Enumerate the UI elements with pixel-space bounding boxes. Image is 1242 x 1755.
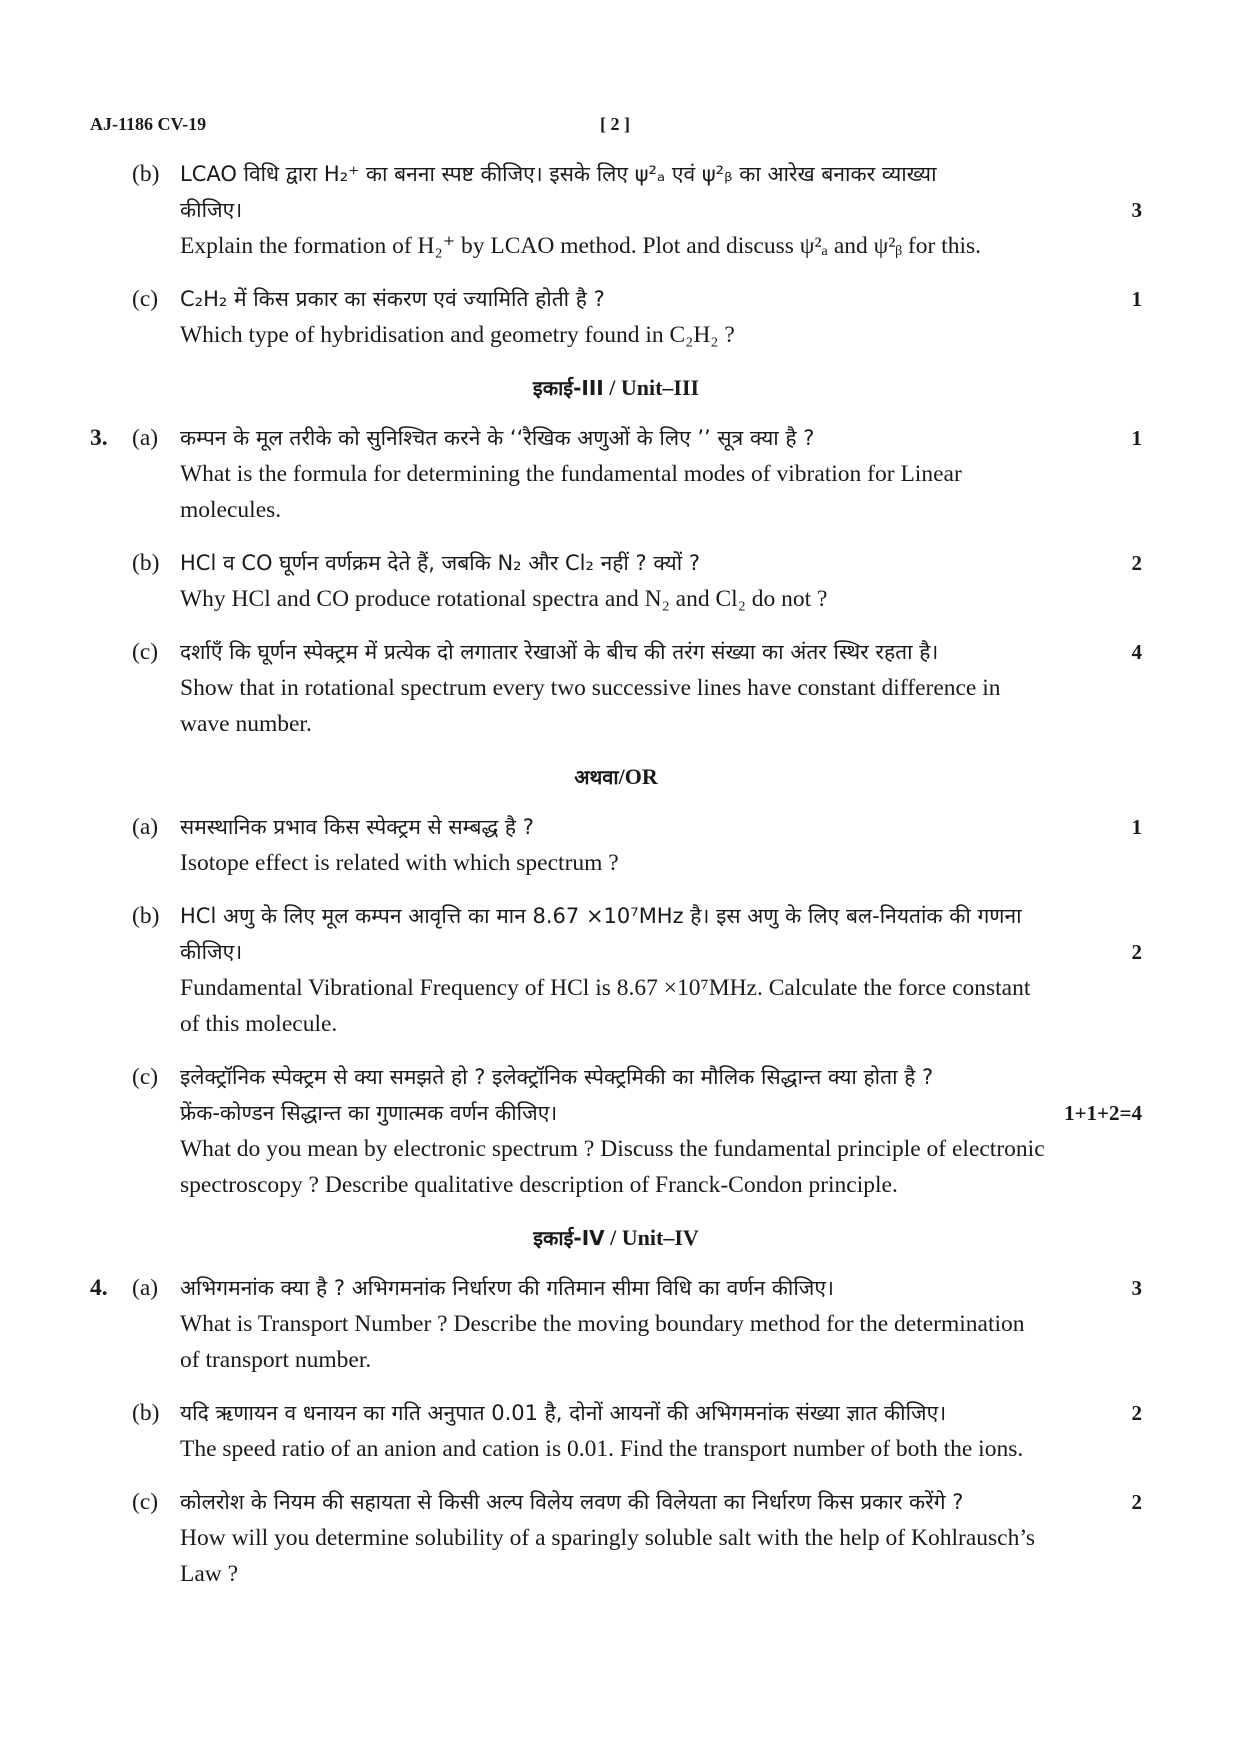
- marks: 2: [1131, 551, 1142, 575]
- question-content: [90, 156, 1142, 1609]
- question-2b: [90, 156, 1142, 264]
- marks: 1: [1131, 287, 1142, 311]
- question-4b: [90, 1395, 1142, 1467]
- question-label: (c): [132, 1064, 159, 1090]
- or-english: /OR: [618, 764, 658, 789]
- question-text-hindi: [90, 1484, 1142, 1520]
- or-hindi: अथवा: [574, 765, 619, 789]
- question-text-hindi: [90, 1059, 1142, 1095]
- question-3-or-a: [90, 809, 1142, 881]
- unit-3-heading: [90, 370, 1142, 406]
- question-number-label: [90, 1270, 159, 1306]
- question-text-hindi: [90, 898, 1142, 934]
- question-number-label: [90, 420, 159, 456]
- hindi-line-2: फ्रेंक-कोण्डन सिद्धान्त का गुणात्मक वर्णन कीजिए।: [180, 1101, 558, 1125]
- question-3b: [90, 545, 1142, 617]
- question-2c: [90, 281, 1142, 353]
- hindi-line: C₂H₂ में किस प्रकार का संकरण एवं ज्यामिति होती है ?: [180, 287, 605, 311]
- question-text-english: Fundamental Vibrational Frequency of HCl is 8.67 ×10⁷MHz. Calculate the force constant: [180, 975, 1031, 1001]
- question-text-english: Show that in rotational spectrum every two successive lines have constant difference in: [180, 675, 1001, 701]
- question-text-hindi: [90, 156, 1142, 192]
- unit-4-hindi: इकाई-IV: [533, 1226, 605, 1250]
- question-label: (c): [132, 286, 159, 312]
- marks: 2: [1131, 940, 1142, 964]
- question-text-english-cont: of transport number.: [180, 1347, 372, 1373]
- question-text-hindi-cont: [90, 192, 1142, 228]
- question-label: (c): [132, 639, 159, 665]
- question-label: (c): [132, 1489, 159, 1515]
- unit-4-english: / Unit–IV: [604, 1225, 699, 1250]
- marks: 4: [1131, 640, 1142, 664]
- question-text-hindi: [90, 281, 1142, 317]
- question-3a: [90, 420, 1142, 528]
- page-number: [ 2 ]: [600, 114, 630, 134]
- question-text-hindi-cont: [90, 1095, 1142, 1131]
- hindi-line: कम्पन के मूल तरीके को सुनिश्चित करने के ‘‘रैखिक अणुओं के लिए ’’ सूत्र क्या है ?: [180, 426, 815, 450]
- question-text-english-cont: Law ?: [180, 1561, 239, 1587]
- paper-code: AJ-1186 CV-19: [90, 114, 207, 134]
- question-label: (b): [132, 550, 160, 576]
- hindi-line-2: कीजिए।: [180, 198, 243, 222]
- question-text-english: What is Transport Number ? Describe the moving boundary method for the determination: [180, 1311, 1025, 1337]
- unit-3-hindi: इकाई-III: [532, 376, 604, 400]
- question-text-hindi: [90, 634, 1142, 670]
- hindi-line-1: इलेक्ट्रॉनिक स्पेक्ट्रम से क्या समझते हो ? इलेक्ट्रॉनिक स्पेक्ट्रमिकी का मौलिक सिद्धान्त क्या होता है ?: [180, 1065, 934, 1089]
- question-label: (a): [132, 814, 159, 840]
- question-label: (a): [132, 425, 159, 451]
- question-text-english-cont: molecules.: [180, 497, 282, 523]
- question-text-english: How will you determine solubility of a sparingly soluble salt with the help of Kohlrausch’s: [180, 1525, 1036, 1551]
- page-header: [90, 114, 1152, 144]
- hindi-line: समस्थानिक प्रभाव किस स्पेक्ट्रम से सम्बद्ध है ?: [180, 815, 534, 839]
- question-4c: [90, 1484, 1142, 1592]
- unit-4-heading: [90, 1220, 1142, 1256]
- question-text-english: Isotope effect is related with which spectrum ?: [180, 850, 619, 876]
- question-text-english: What do you mean by electronic spectrum ? Discuss the fundamental principle of electronic: [180, 1136, 1045, 1162]
- marks: 1+1+2=4: [1064, 1101, 1142, 1125]
- hindi-line: यदि ऋणायन व धनायन का गति अनुपात 0.01 है, दोनों आयनों की अभिगमनांक संख्या ज्ञात कीजिए।: [180, 1401, 947, 1425]
- question-3-or-b: [90, 898, 1142, 1042]
- marks: 1: [1131, 815, 1142, 839]
- question-text-english: Explain the formation of H₂⁺ by LCAO method. Plot and discuss ψ²ₐ and ψ²ᵦ for this.: [180, 233, 982, 259]
- hindi-line-1: LCAO विधि द्वारा H₂⁺ का बनना स्पष्ट कीजिए। इसके लिए ψ²ₐ एवं ψ²ᵦ का आरेख बनाकर व्याख्या: [180, 162, 937, 186]
- question-label: (a): [132, 1275, 159, 1301]
- question-text-english: Which type of hybridisation and geometry found in C₂H₂ ?: [180, 322, 735, 348]
- question-label: (b): [132, 1400, 160, 1426]
- hindi-line: HCl व CO घूर्णन वर्णक्रम देते हैं, जबकि N₂ और Cl₂ नहीं ? क्यों ?: [180, 551, 700, 575]
- question-text-english-cont: wave number.: [180, 711, 312, 737]
- marks: 3: [1131, 198, 1142, 222]
- marks: 2: [1131, 1490, 1142, 1514]
- question-3c: [90, 634, 1142, 742]
- hindi-line: अभिगमनांक क्या है ? अभिगमनांक निर्धारण की गतिमान सीमा विधि का वर्णन कीजिए।: [180, 1276, 834, 1300]
- question-text-english: What is the formula for determining the fundamental modes of vibration for Linear: [180, 461, 962, 487]
- marks: 1: [1131, 426, 1142, 450]
- question-text-english-cont: spectroscopy ? Describe qualitative description of Franck-Condon principle.: [180, 1172, 898, 1198]
- question-text-hindi: [90, 420, 1142, 456]
- question-number: 4.: [90, 1275, 108, 1301]
- hindi-line: दर्शाएँ कि घूर्णन स्पेक्ट्रम में प्रत्येक दो लगातार रेखाओं के बीच की तरंग संख्या का अंतर स्थिर रहता है।: [180, 640, 939, 664]
- question-text-hindi-cont: [90, 934, 1142, 970]
- question-text-english: The speed ratio of an anion and cation is 0.01. Find the transport number of both the ions.: [180, 1436, 1024, 1462]
- question-label: (b): [132, 161, 160, 187]
- marks: 3: [1131, 1276, 1142, 1300]
- question-text-english-cont: of this molecule.: [180, 1011, 338, 1037]
- question-text-hindi: [90, 545, 1142, 581]
- or-heading: [90, 759, 1142, 795]
- hindi-line-1: HCl अणु के लिए मूल कम्पन आवृत्ति का मान 8.67 ×10⁷MHz है। इस अणु के लिए बल-नियतांक की गणना: [180, 904, 1022, 928]
- hindi-line: कोलरोश के नियम की सहायता से किसी अल्प विलेय लवण की विलेयता का निर्धारण किस प्रकार करेंगे ?: [180, 1490, 964, 1514]
- question-number: 3.: [90, 425, 108, 451]
- question-text-english: Why HCl and CO produce rotational spectra and N₂ and Cl₂ do not ?: [180, 586, 828, 612]
- question-text-hindi: [90, 809, 1142, 845]
- question-text-hindi: [90, 1395, 1142, 1431]
- unit-3-english: / Unit–III: [603, 375, 700, 400]
- question-4a: [90, 1270, 1142, 1378]
- question-text-hindi: [90, 1270, 1142, 1306]
- question-3-or-c: [90, 1059, 1142, 1203]
- hindi-line-2: कीजिए।: [180, 940, 243, 964]
- marks: 2: [1131, 1401, 1142, 1425]
- question-label: (b): [132, 903, 160, 929]
